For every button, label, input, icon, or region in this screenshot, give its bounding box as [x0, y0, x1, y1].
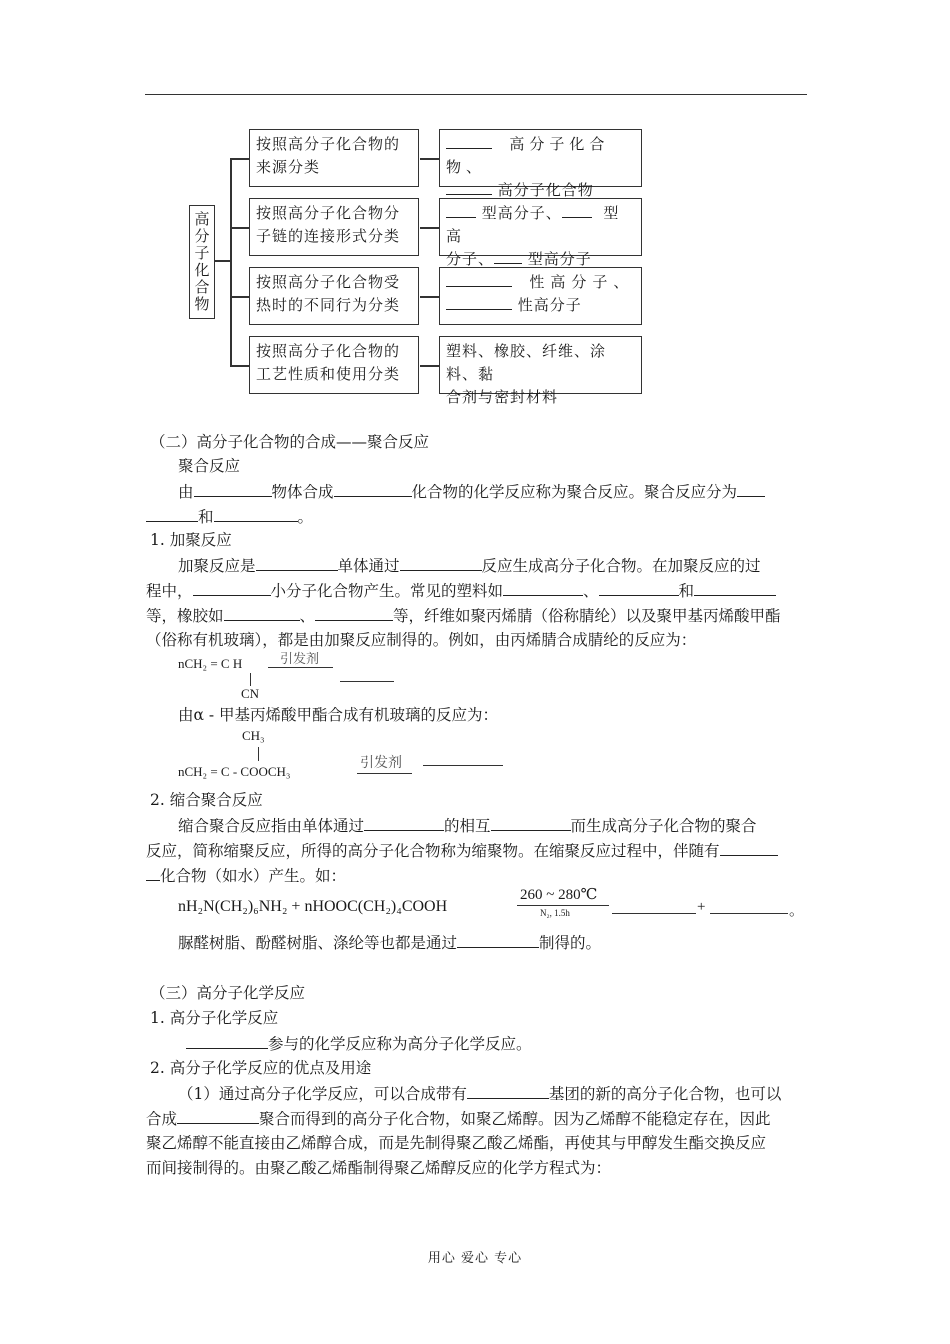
blank[interactable]	[193, 580, 271, 596]
blank[interactable]	[737, 481, 765, 497]
equation-acrylonitrile: nCH₂ = C H	[178, 656, 243, 671]
blank[interactable]	[186, 1033, 268, 1049]
answer-box-source: 高分子化合物、 高分子化合物	[439, 129, 642, 187]
blank[interactable]	[710, 913, 788, 914]
blank[interactable]	[494, 249, 522, 264]
reaction-condition-temperature: 260 ~ 280℃	[520, 887, 598, 903]
plus-sign: +	[697, 899, 706, 915]
blank[interactable]	[334, 481, 412, 497]
section-heading: （二）高分子化合物的合成——聚合反应	[150, 433, 430, 451]
blank[interactable]	[423, 765, 503, 766]
blank[interactable]	[562, 203, 592, 218]
blank[interactable]	[315, 605, 393, 621]
paragraph-line: 程中， 小分子化合物产生。常见的塑料如 、 和	[146, 580, 776, 601]
equation-nylon: nH₂N(CH₂)₆NH₂ + nHOOC(CH₂)₄COOH	[178, 898, 448, 915]
blank[interactable]	[224, 605, 300, 621]
connector-line	[230, 158, 249, 160]
connector-line	[420, 158, 439, 160]
period: 。	[789, 903, 805, 919]
paragraph-line: 由α - 甲基丙烯酸甲酯合成有机玻璃的反应为：	[178, 706, 499, 724]
paragraph-line: 参与的化学反应称为高分子化学反应。	[186, 1033, 532, 1054]
paragraph-line: 反应，简称缩聚反应，所得的高分子化合物称为缩聚物。在缩聚反应过程中，伴随有	[146, 840, 778, 861]
connector-line	[230, 158, 232, 366]
connector-line	[420, 365, 439, 367]
blank[interactable]	[194, 481, 272, 497]
subsection-heading: 1. 高分子化学反应	[150, 1009, 279, 1027]
paragraph-line: 聚乙烯醇不能直接由乙烯醇合成，而是先制得聚乙酸乙烯酯，再使其与甲醇发生酯交换反应	[146, 1134, 767, 1152]
blank[interactable]	[146, 506, 198, 522]
blank[interactable]	[256, 555, 338, 571]
blank[interactable]	[446, 180, 492, 195]
blank[interactable]	[491, 815, 571, 831]
reaction-arrow	[517, 905, 609, 906]
blank[interactable]	[694, 580, 776, 596]
blank[interactable]	[177, 1108, 259, 1124]
criterion-box-source: 按照高分子化合物的来源分类	[249, 129, 419, 187]
connector-line	[230, 365, 249, 367]
catalyst-label: 引发剂	[360, 756, 402, 771]
answer-box-usage: 塑料、橡胶、纤维、涂料、黏 合剂与密封材料	[439, 336, 642, 394]
blank[interactable]	[214, 506, 298, 522]
connector-line	[230, 227, 249, 229]
blank[interactable]	[446, 272, 512, 287]
subsection-heading: 1. 加聚反应	[150, 531, 232, 549]
blank[interactable]	[146, 865, 160, 881]
cn-group: CN	[241, 686, 260, 701]
blank[interactable]	[446, 295, 512, 310]
diagram-root-box	[189, 205, 215, 319]
criterion-box-chain: 按照高分子化合物分子链的连接形式分类	[249, 198, 419, 256]
diagram-root-label: 高分子化合物	[192, 211, 211, 313]
subsection-heading: 2. 高分子化学反应的优点及用途	[150, 1059, 372, 1077]
paragraph-line: 化合物（如水）产生。如：	[146, 865, 346, 886]
paragraph-line: 缩合聚合反应指由单体通过 的相互 而生成高分子化合物的聚合	[178, 817, 757, 835]
paragraph-line: 和 。	[146, 506, 313, 527]
answer-box-chain: 型高分子、 型高 分子、 型高分子	[439, 198, 642, 256]
paragraph-line: （1）通过高分子化学反应，可以合成带有 基团的新的高分子化合物，也可以	[178, 1085, 782, 1103]
blank[interactable]	[720, 840, 778, 856]
catalyst-label: 引发剂	[280, 651, 320, 666]
ch3-group: CH₃	[242, 728, 265, 743]
blank[interactable]	[467, 1083, 549, 1099]
blank[interactable]	[340, 681, 394, 682]
blank[interactable]	[612, 913, 696, 914]
connector-line	[420, 296, 439, 298]
subheading: 聚合反应	[178, 457, 241, 475]
bond-line	[258, 747, 259, 761]
header-rule	[145, 94, 807, 95]
reaction-condition-atmosphere: N₂, 1.5h	[540, 908, 570, 918]
answer-box-heat: 性高分子、 性高分子	[439, 267, 642, 325]
blank[interactable]	[364, 815, 444, 831]
reaction-arrow	[268, 667, 333, 668]
paragraph-line: （俗称有机玻璃），都是由加聚反应制得的。例如，由丙烯腈合成腈纶的反应为：	[146, 631, 697, 649]
page-footer: 用心 爱心 专心	[427, 1251, 523, 1266]
paragraph-line: 等，橡胶如 、 等，纤维如聚丙烯腈（俗称腈纶）以及聚甲基丙烯酸甲酯	[146, 607, 781, 625]
connector-line	[420, 227, 439, 229]
paragraph-line: 加聚反应是 单体通过 反应生成高分子化合物。在加聚反应的过	[178, 557, 761, 575]
criterion-box-heat: 按照高分子化合物受热时的不同行为分类	[249, 267, 419, 325]
equation-methacrylate: nCH₂ = C - COOCH₃	[178, 764, 291, 779]
blank[interactable]	[400, 555, 482, 571]
criterion-box-usage: 按照高分子化合物的工艺性质和使用分类	[249, 336, 419, 394]
blank[interactable]	[503, 580, 583, 596]
paragraph-line: 脲醛树脂、酚醛树脂、涤纶等也都是通过 制得的。	[178, 934, 602, 952]
subsection-heading: 2. 缩合聚合反应	[150, 791, 263, 809]
connector-line	[214, 260, 231, 262]
paragraph-line: 而间接制得的。由聚乙酸乙烯酯制得聚乙烯醇反应的化学方程式为：	[146, 1159, 612, 1177]
blank[interactable]	[599, 580, 679, 596]
bond-line	[250, 673, 251, 686]
paragraph-line: 合成 聚合而得到的高分子化合物，如聚乙烯醇。因为乙烯醇不能稳定存在，因此	[146, 1110, 771, 1128]
section-heading: （三）高分子化学反应	[150, 984, 306, 1002]
blank[interactable]	[446, 203, 476, 218]
reaction-arrow	[357, 773, 412, 774]
connector-line	[230, 296, 249, 298]
blank[interactable]	[457, 932, 539, 948]
paragraph-line: 由 物体合成 化合物的化学反应称为聚合反应。聚合反应分为	[178, 481, 765, 502]
blank[interactable]	[446, 134, 492, 149]
